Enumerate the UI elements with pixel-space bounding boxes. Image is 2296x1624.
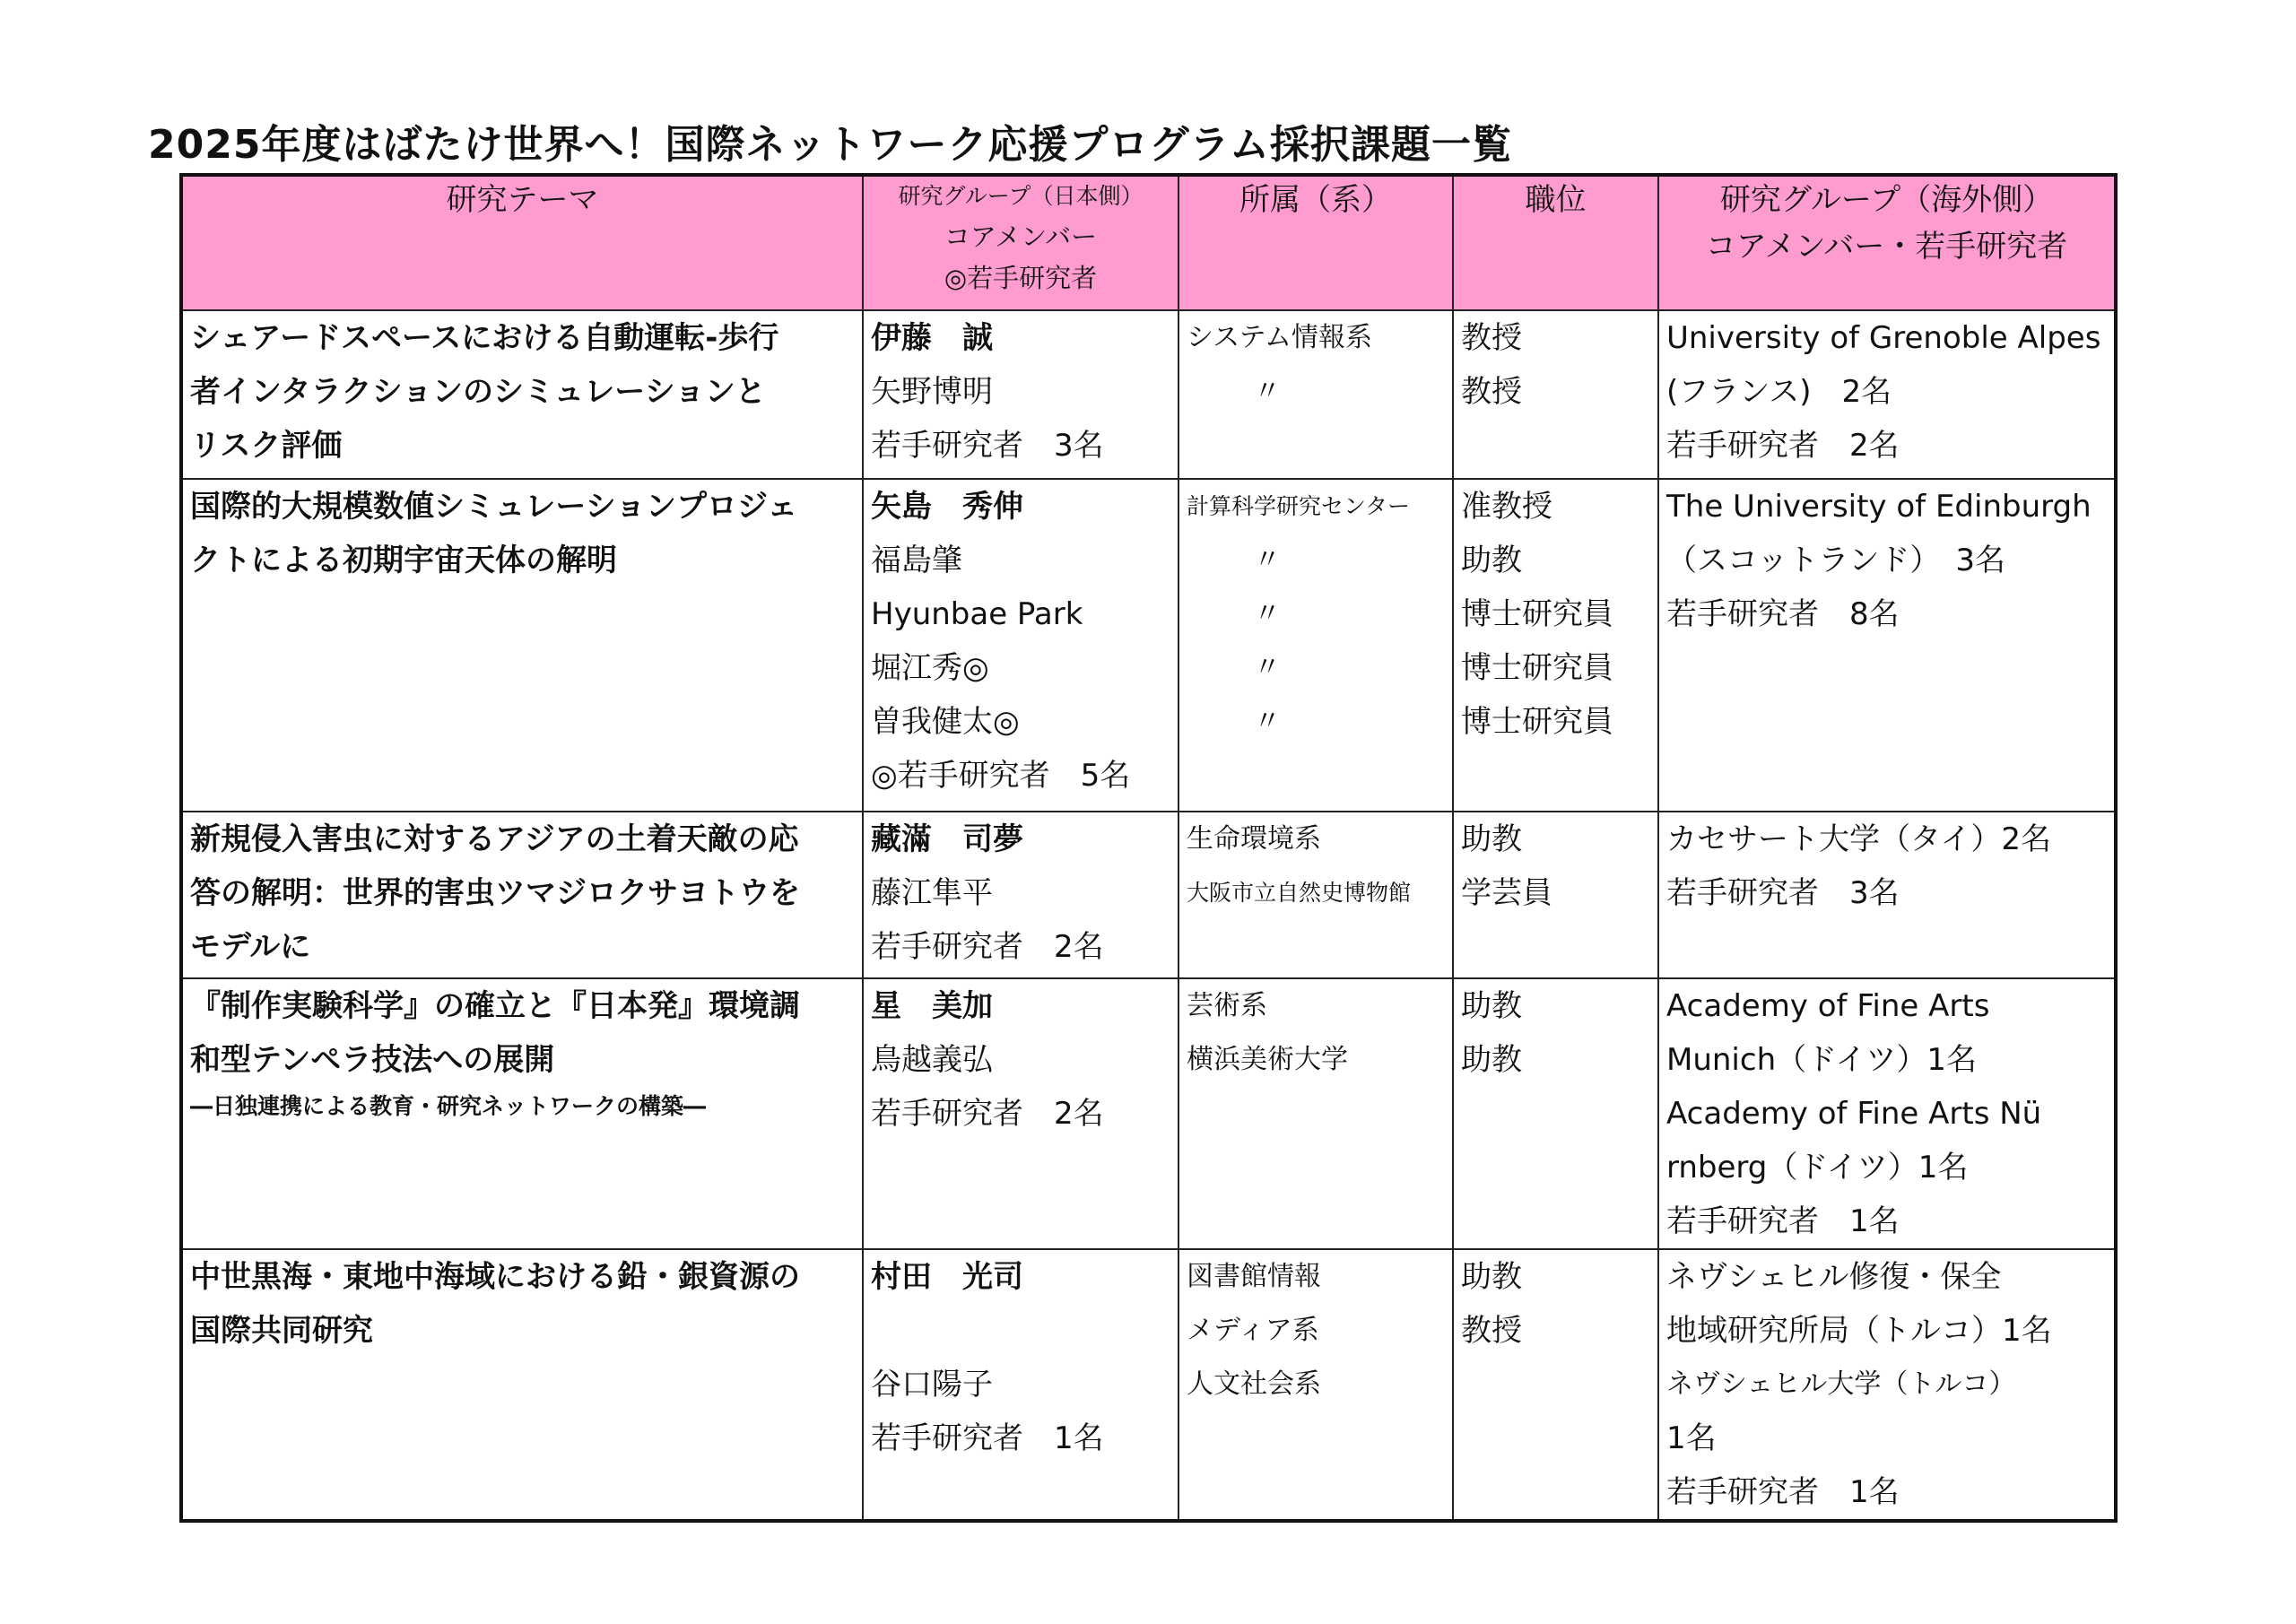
position-cell: 助教 学芸員	[1453, 812, 1658, 978]
page-title: 2025年度はばたけ世界へ！国際ネットワーク応援プログラム採択課題一覧	[148, 122, 1513, 168]
overseas-cell: ネヴシェヒル修復・保全 地域研究所局（トルコ）1名 ネヴシェヒル大学（トルコ） 1名 若手研究者 1名	[1658, 1249, 2116, 1521]
members-cell: 矢島 秀伸 福島肇 Hyunbae Park 堀江秀◎ 曽我健太◎ ◎若手研究者 5名	[863, 479, 1178, 812]
overseas-cell: The University of Edinburgh （スコットランド） 3名 若手研究者 8名	[1658, 479, 2116, 812]
affiliation-cell: システム情報系 〃	[1178, 310, 1453, 479]
table-row	[181, 978, 2116, 1249]
header-position: 職位	[1453, 175, 1658, 310]
members-cell: 星 美加 鳥越義弘 若手研究者 2名	[863, 978, 1178, 1249]
members-cell: 伊藤 誠 矢野博明 若手研究者 3名	[863, 310, 1178, 479]
theme-cell: 新規侵入害虫に対するアジアの土着天敵の応 答の解明：世界的害虫ツマジロクサヨトウを モデルに	[181, 812, 863, 978]
header-theme: 研究テーマ	[181, 175, 863, 310]
header-japan-group: 研究グループ（日本側） コアメンバー ◎若手研究者	[863, 175, 1178, 310]
table-row	[181, 1249, 2116, 1521]
theme-cell: 『制作実験科学』の確立と『日本発』環境調 和型テンペラ技法への展開 ―日独連携による教育・研究ネットワークの構築―	[181, 978, 863, 1249]
position-cell: 教授 教授	[1453, 310, 1658, 479]
overseas-cell: University of Grenoble Alpes (フランス) 2名 若手研究者 2名	[1658, 310, 2116, 479]
header-affiliation: 所属（系）	[1178, 175, 1453, 310]
theme-cell: 国際的大規模数値シミュレーションプロジェ クトによる初期宇宙天体の解明	[181, 479, 863, 812]
affiliation-cell: 図書館情報 メディア系 人文社会系	[1178, 1249, 1453, 1521]
overseas-cell: カセサート大学（タイ）2名 若手研究者 3名	[1658, 812, 2116, 978]
theme-cell: シェアードスペースにおける自動運転-歩行 者インタラクションのシミュレーションと リスク評価	[181, 310, 863, 479]
overseas-cell: Academy of Fine Arts Munich（ドイツ）1名 Academy of Fine Arts Nü rnberg（ドイツ）1名 若手研究者 1名	[1658, 978, 2116, 1249]
projects-table	[179, 173, 2118, 1523]
position-cell: 助教 助教	[1453, 978, 1658, 1249]
affiliation-cell: 芸術系 横浜美術大学	[1178, 978, 1453, 1249]
members-cell: 藏滿 司夢 藤江隼平 若手研究者 2名	[863, 812, 1178, 978]
position-cell: 准教授 助教 博士研究員 博士研究員 博士研究員	[1453, 479, 1658, 812]
table-row	[181, 479, 2116, 812]
table-row	[181, 812, 2116, 978]
header-row	[181, 175, 2116, 310]
header-overseas-group: 研究グループ（海外側） コアメンバー・若手研究者	[1658, 175, 2116, 310]
affiliation-cell: 計算科学研究センター 〃 〃 〃 〃	[1178, 479, 1453, 812]
affiliation-cell: 生命環境系 大阪市立自然史博物館	[1178, 812, 1453, 978]
table-row	[181, 310, 2116, 479]
theme-cell: 中世黒海・東地中海域における鉛・銀資源の 国際共同研究	[181, 1249, 863, 1521]
position-cell: 助教 教授	[1453, 1249, 1658, 1521]
members-cell: 村田 光司 谷口陽子 若手研究者 1名	[863, 1249, 1178, 1521]
